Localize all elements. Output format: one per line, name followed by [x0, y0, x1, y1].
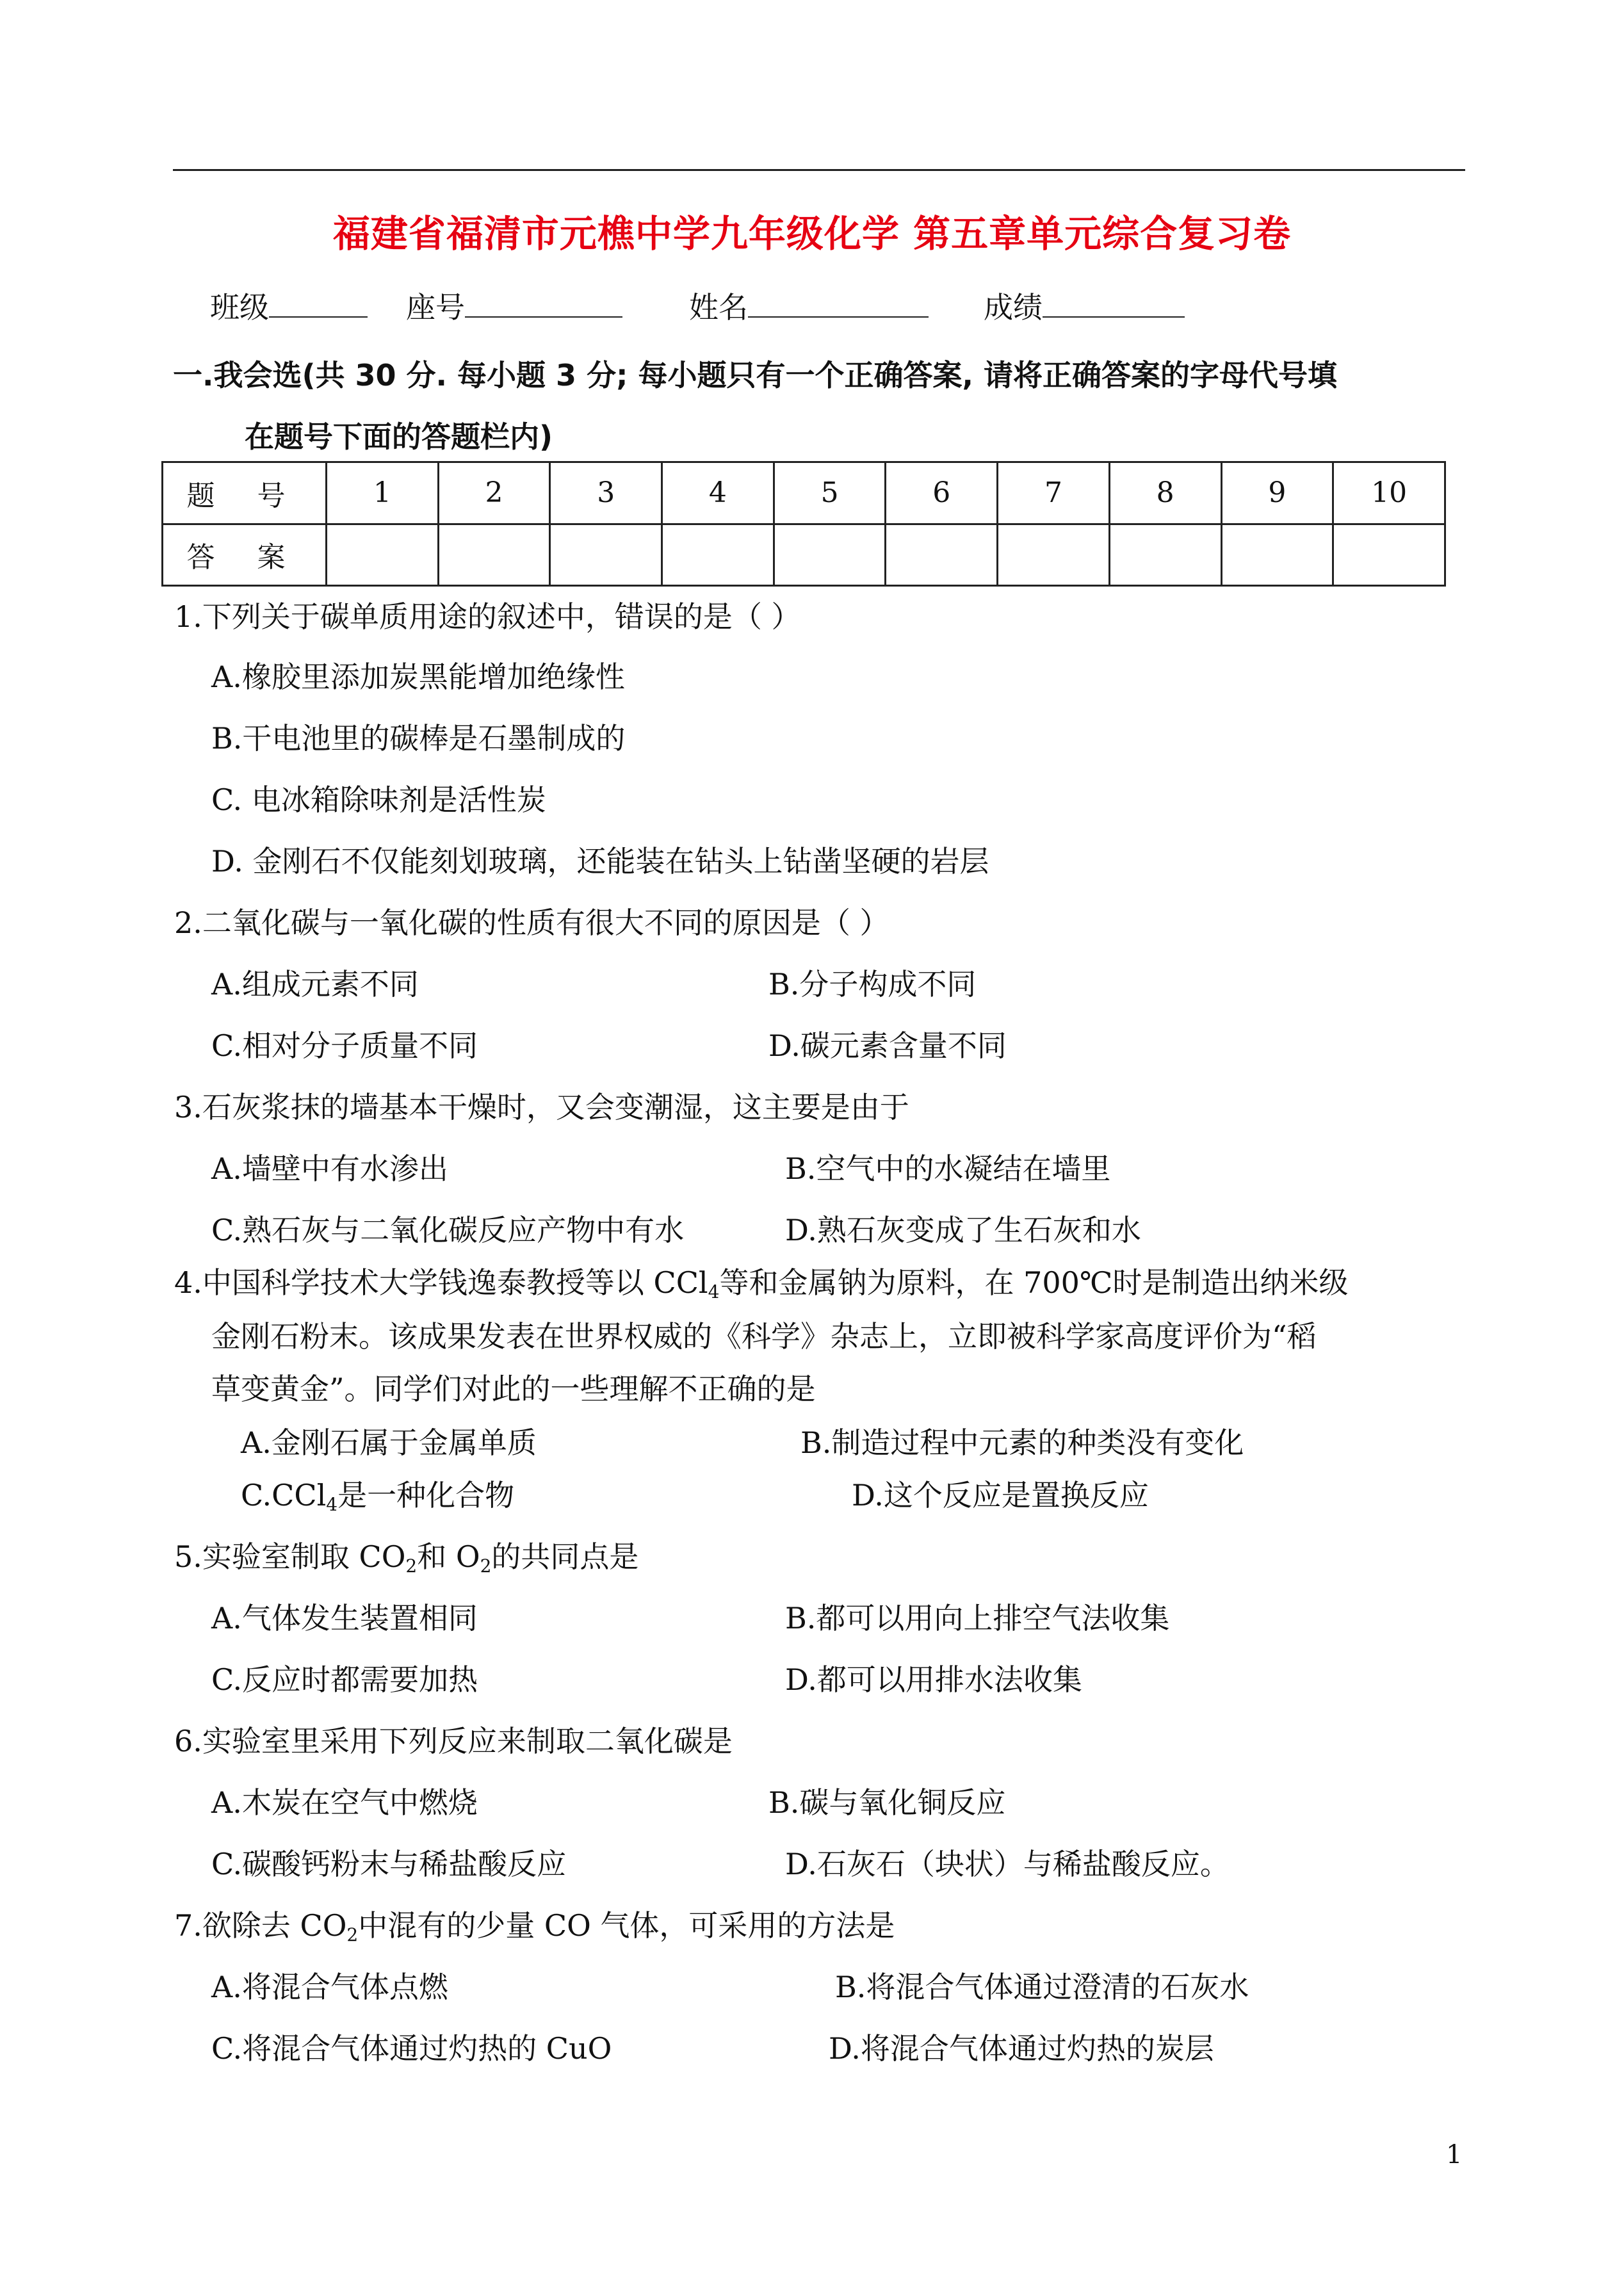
q4-subscript: 4: [708, 1281, 720, 1302]
answer-table: [161, 461, 1446, 587]
question-5-option-c: C.反应时都需要加热: [211, 1662, 478, 1697]
q7-text: 7.欲除去 CO: [174, 1908, 347, 1943]
question-6-option-c: C.碳酸钙粉末与稀盐酸反应: [211, 1847, 567, 1881]
class-label: 班级: [210, 290, 269, 325]
table-cell-number: 3: [550, 462, 662, 524]
answer-cell[interactable]: [998, 524, 1110, 586]
question-4-stem-line1: [174, 1265, 1349, 1302]
question-6-option-b: B.碳与氧化铜反应: [768, 1785, 1006, 1820]
answer-cell[interactable]: [1109, 524, 1221, 586]
question-3-option-c: C.熟石灰与二氧化碳反应产物中有水: [211, 1213, 685, 1247]
question-1-option-c: C. 电冰箱除味剂是活性炭: [211, 783, 546, 817]
score-blank: [1043, 288, 1185, 318]
table-cell-number: 4: [662, 462, 774, 524]
question-1-stem: 1.下列关于碳单质用途的叙述中，错误的是（ ）: [174, 599, 801, 634]
page-number: 1: [1446, 2140, 1463, 2169]
answer-cell[interactable]: [327, 524, 439, 586]
question-4-option-b: B.制造过程中元素的种类没有变化: [800, 1425, 1244, 1460]
table-header-number: 题 号: [163, 462, 327, 524]
q5-subscript: 2: [480, 1555, 492, 1577]
table-cell-number: 10: [1333, 462, 1445, 524]
question-4-stem-line3: 草变黄金”。同学们对此的一些理解不正确的是: [211, 1372, 816, 1406]
question-1-option-b: B.干电池里的碳棒是石墨制成的: [211, 721, 626, 756]
table-cell-number: 8: [1109, 462, 1221, 524]
answer-cell[interactable]: [1333, 524, 1445, 586]
question-5-option-b: B.都可以用向上排空气法收集: [785, 1601, 1170, 1635]
q5-text: 和 O: [417, 1539, 480, 1574]
answer-cell[interactable]: [774, 524, 886, 586]
q7-text: 中混有的少量 CO 气体，可采用的方法是: [358, 1908, 895, 1943]
question-3-stem: 3.石灰浆抹的墙基本干燥时，又会变潮湿，这主要是由于: [174, 1090, 909, 1124]
q5-subscript: 2: [405, 1555, 418, 1577]
q5-text: 5.实验室制取 CO: [174, 1539, 406, 1574]
question-5-stem: [174, 1539, 639, 1577]
question-2-option-c: C.相对分子质量不同: [211, 1028, 478, 1063]
question-7-stem: [174, 1908, 895, 1945]
section-heading-line2: 在题号下面的答题栏内): [245, 419, 553, 454]
question-2-stem: 2.二氧化碳与一氧化碳的性质有很大不同的原因是（ ）: [174, 905, 889, 940]
exam-title: 福建省福清市元樵中学九年级化学 第五章单元综合复习卷: [332, 212, 1292, 255]
table-cell-number: 2: [438, 462, 550, 524]
question-1-option-d: D. 金刚石不仅能刻划玻璃，还能装在钻头上钻凿坚硬的岩层: [211, 844, 989, 879]
question-7-option-c: C.将混合气体通过灼热的 CuO: [211, 2031, 612, 2066]
question-1-option-a: A.橡胶里添加炭黑能增加绝缘性: [211, 660, 625, 694]
question-4-option-a: A.金刚石属于金属单质: [241, 1425, 537, 1460]
name-field: [689, 284, 929, 327]
question-3-option-d: D.熟石灰变成了生石灰和水: [785, 1213, 1141, 1247]
class-blank: [269, 288, 368, 318]
seat-field: [406, 284, 622, 327]
class-field: [210, 284, 368, 327]
q7-subscript: 2: [346, 1924, 359, 1945]
question-2-option-b: B.分子构成不同: [768, 967, 977, 1002]
question-3-option-a: A.墙壁中有水渗出: [211, 1151, 448, 1186]
question-7-option-b: B.将混合气体通过澄清的石灰水: [835, 1970, 1249, 2004]
q4-stem-text: 4.中国科学技术大学钱逸泰教授等以 CCl: [174, 1265, 708, 1300]
table-cell-number: 5: [774, 462, 886, 524]
score-field: [984, 284, 1185, 327]
question-4-stem-line2: 金刚石粉末。该成果发表在世界权威的《科学》杂志上，立即被科学家高度评价为“稻: [211, 1319, 1317, 1354]
question-4-option-c: [241, 1480, 514, 1514]
answer-cell[interactable]: [550, 524, 662, 586]
question-2-option-d: D.碳元素含量不同: [768, 1028, 1007, 1063]
question-6-stem: 6.实验室里采用下列反应来制取二氧化碳是: [174, 1724, 733, 1758]
question-3-option-b: B.空气中的水凝结在墙里: [785, 1151, 1111, 1186]
question-7-option-a: A.将混合气体点燃: [211, 1970, 448, 2004]
name-blank: [748, 288, 929, 318]
answer-cell[interactable]: [886, 524, 998, 586]
q5-text: 的共同点是: [491, 1539, 639, 1574]
section-heading-line1: 一.我会选(共 30 分. 每小题 3 分; 每小题只有一个正确答案, 请将正确答案的字母代号填: [173, 358, 1337, 393]
answer-cell[interactable]: [1221, 524, 1333, 586]
q4c-subscript: 4: [326, 1494, 338, 1515]
table-cell-number: 9: [1221, 462, 1333, 524]
seat-blank: [465, 288, 622, 318]
header-rule: [173, 169, 1465, 171]
question-2-option-a: A.组成元素不同: [211, 967, 419, 1002]
q4c-text: C.CCl: [241, 1478, 327, 1512]
table-cell-number: 7: [998, 462, 1110, 524]
table-cell-number: 6: [886, 462, 998, 524]
question-6-option-a: A.木炭在空气中燃烧: [211, 1785, 478, 1820]
answer-cell[interactable]: [662, 524, 774, 586]
answer-cell[interactable]: [438, 524, 550, 586]
question-7-option-d: D.将混合气体通过灼热的炭层: [829, 2031, 1214, 2066]
question-6-option-d: D.石灰石（块状）与稀盐酸反应。: [785, 1847, 1230, 1881]
table-row-numbers: [163, 462, 1445, 524]
table-cell-number: 1: [327, 462, 439, 524]
q4-stem-text: 等和金属钠为原料，在 700℃时是制造出纳米级: [719, 1265, 1349, 1300]
question-5-option-a: A.气体发生装置相同: [211, 1601, 478, 1635]
name-label: 姓名: [689, 290, 748, 325]
table-header-answer: 答 案: [163, 524, 327, 586]
q4c-text: 是一种化合物: [337, 1478, 515, 1512]
question-5-option-d: D.都可以用排水法收集: [785, 1662, 1082, 1697]
seat-label: 座号: [406, 290, 465, 325]
table-row-answers: [163, 524, 1445, 586]
score-label: 成绩: [984, 290, 1043, 325]
question-4-option-d: D.这个反应是置换反应: [852, 1478, 1149, 1512]
